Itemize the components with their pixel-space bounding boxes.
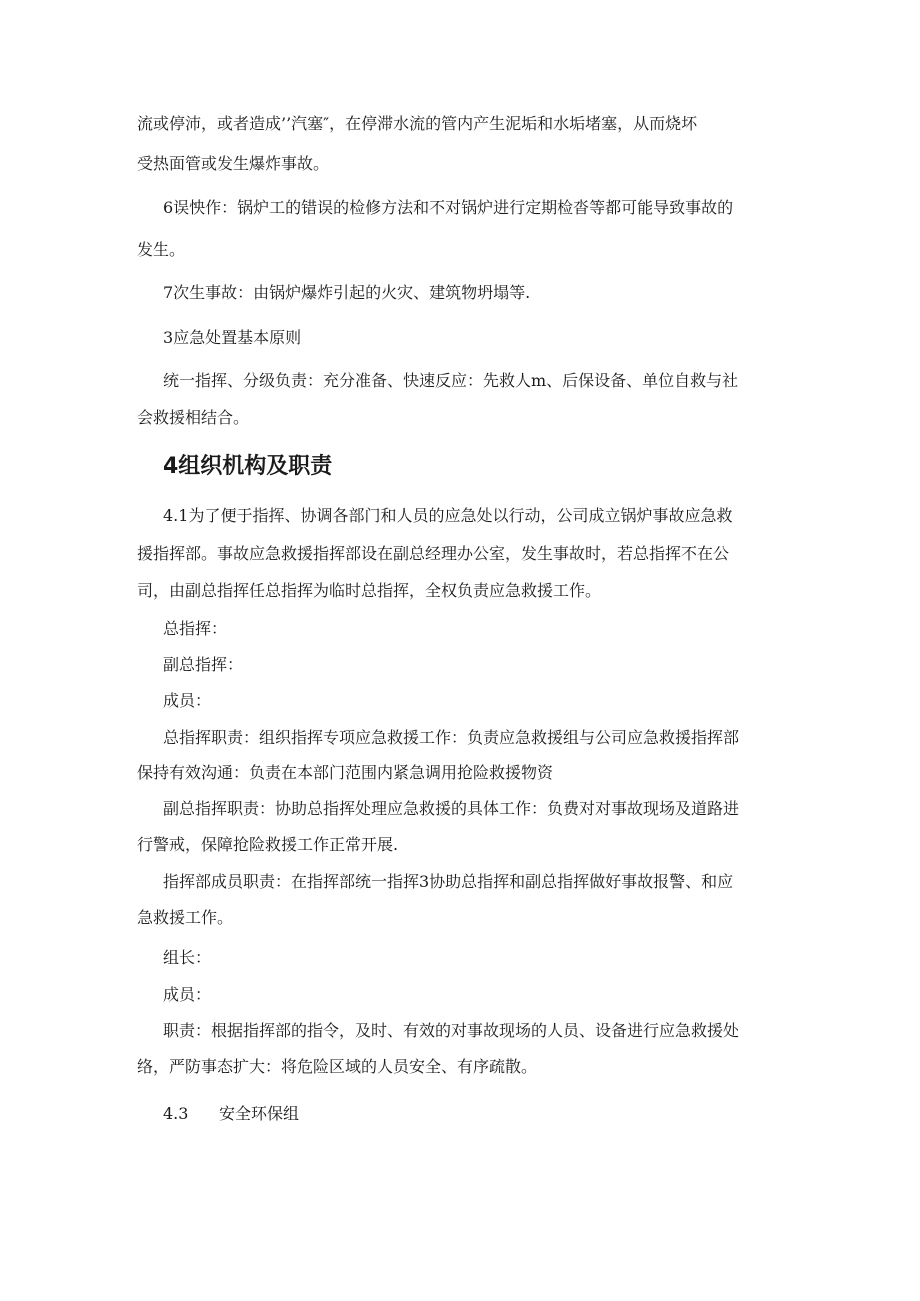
field-label: 成员： (163, 985, 212, 1004)
paragraph-line: 络，严防事态扩大：将危险区域的人员安全、有序疏散。 (137, 1057, 538, 1076)
paragraph-line: 急救援工作。 (137, 908, 234, 927)
paragraph-line: 6误怏作：锅炉工的错误的检修方法和不对锅炉进行定期检沓等都可能导致事故的 (163, 198, 734, 217)
paragraph-line: 行警戒，保障抢险救援工作正常开展. (137, 835, 399, 854)
section-title: 4.3 安全环保组 (163, 1104, 299, 1123)
paragraph-line: 职责：根据指挥部的指令，及时、有效的对事故现场的人员、设备进行应急救援处 (163, 1021, 740, 1040)
paragraph-line: 流或停沛，或者造成’’汽塞″，在停滞水流的管内产生泥垢和水垢堵塞，从而烧坏 (137, 114, 698, 133)
paragraph-line: 统一指挥、分级负责：充分准备、快速反应：先救人m、后保设备、单位自救与社 (163, 371, 739, 390)
paragraph-line: 指挥部成员职责：在指挥部统一指挥3协助总指挥和副总指挥做好事故报警、和应 (163, 872, 734, 891)
paragraph-line: 司，由副总指挥任总指挥为临时总指挥，全权负责应急救援工作。 (137, 581, 602, 600)
paragraph-line: 副总指挥职责：协助总指挥处理应急救援的具体工作：负费对对事故现场及道路进 (163, 799, 740, 818)
field-label: 组长： (163, 948, 212, 967)
paragraph-line: 受热面管或发生爆炸事故。 (137, 154, 330, 173)
paragraph-line: 7次生事故：由锅炉爆炸引起的火灾、建筑物坍塌等. (163, 283, 531, 302)
paragraph-line: 发生。 (137, 240, 186, 259)
paragraph-line: 保持有效沟通：负责在本部门范围内紧急调用抢险救援物资 (137, 763, 554, 782)
section-title: 3应急处置基本原则 (163, 328, 302, 347)
paragraph-line: 总指挥职责：组织指挥专项应急救援工作：负责应急救援组与公司应急救援指挥部 (163, 728, 740, 747)
paragraph-line: 援指挥部。事故应急救援指挥部设在副总经理办公室，发生事故时，若总指挥不在公 (137, 544, 730, 563)
field-label: 成员： (163, 691, 212, 710)
field-label: 副总指挥： (163, 655, 244, 674)
paragraph-line: 会救援相结合。 (137, 408, 250, 427)
section-heading: 4组织机构及职责 (163, 454, 333, 479)
field-label: 总指挥： (163, 619, 228, 638)
paragraph-line: 4.1为了便于指挥、协调各部门和人员的应急处以行动，公司成立锅炉事故应急救 (163, 506, 733, 525)
